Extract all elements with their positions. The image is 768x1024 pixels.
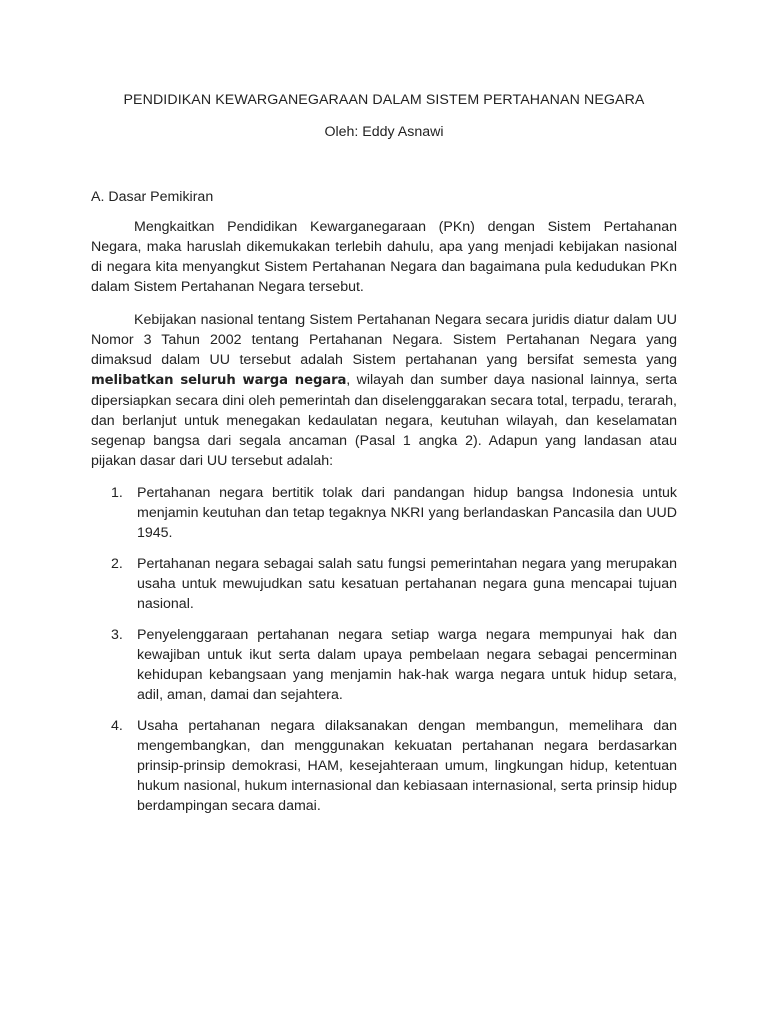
list-item-number: 1. (111, 485, 123, 501)
paragraph-policy (91, 310, 677, 471)
principles-list (91, 483, 677, 827)
list-item-text: Usaha pertahanan negara dilaksanakan dengan membangun, memelihara dan mengembangkan, dan menggunakan kekuatan pertahanan negara berdasarkan prinsip-prinsip demokrasi, HAM, kesejahteraan umum, lingkungan hidup, ketentuan hukum nasional, hukum internasional dan kebiasaan internasional, serta prinsip hidup berdampingan secara damai. (137, 718, 677, 814)
paragraph-policy-text-end: , wilayah dan sumber daya nasional lainnya, serta dipersiapkan secara dini oleh pemerintah dan diselenggarakan secara total, terpadu, terarah, dan berlanjut untuk menegakan kedaulatan negara, keutuhan wilayah, dan keselamatan segenap bangsa dari segala ancaman (Pasal 1 angka 2). Adapun yang landasan atau pijakan dasar dari UU tersebut adalah: (91, 372, 677, 469)
list-item-text: Pertahanan negara bertitik tolak dari pandangan hidup bangsa Indonesia untuk menjamin keutuhan dan tetap tegaknya NKRI yang berlandaskan Pancasila dan UUD 1945. (137, 485, 677, 541)
paragraph-policy-emphasis: melibatkan seluruh warga negara (91, 373, 347, 388)
list-item (91, 483, 677, 543)
list-item-number: 2. (111, 556, 123, 572)
document-author: Oleh: Eddy Asnawi (324, 124, 444, 140)
list-item-text: Penyelenggaraan pertahanan negara setiap warga negara mempunyai hak dan kewajiban untuk ikut serta dalam upaya pembelaan negara sebagai pencerminan kehidupan kebangsaan yang menjamin hak-hak warga negara untuk hidup setara, adil, aman, damai dan sejahtera. (137, 627, 677, 703)
section-heading: A. Dasar Pemikiran (91, 189, 214, 205)
list-item-text: Pertahanan negara sebagai salah satu fungsi pemerintahan negara yang merupakan usaha untuk mewujudkan satu kesatuan pertahanan negara guna mencapai tujuan nasional. (137, 556, 677, 612)
paragraph-intro: Mengkaitkan Pendidikan Kewarganegaraan (PKn) dengan Sistem Pertahanan Negara, maka haruslah dikemukakan terlebih dahulu, apa yang menjadi kebijakan nasional di negara kita menyangkut Sistem Pertahanan Negara dan bagaimana pula kedudukan PKn dalam Sistem Pertahanan Negara tersebut. (91, 219, 677, 295)
list-item-number: 4. (111, 718, 123, 734)
list-item (91, 716, 677, 816)
list-item-number: 3. (111, 627, 123, 643)
list-item (91, 554, 677, 614)
document-title: PENDIDIKAN KEWARGANEGARAAN DALAM SISTEM PERTAHANAN NEGARA (123, 92, 645, 108)
list-item (91, 625, 677, 705)
paragraph-policy-text-start: Kebijakan nasional tentang Sistem Pertahanan Negara secara juridis diatur dalam UU Nomor 3 Tahun 2002 tentang Pertahanan Negara. Sistem Pertahanan Negara yang dimaksud dalam UU tersebut adalah Sistem pertahanan yang bersifat semesta yang (91, 312, 677, 368)
